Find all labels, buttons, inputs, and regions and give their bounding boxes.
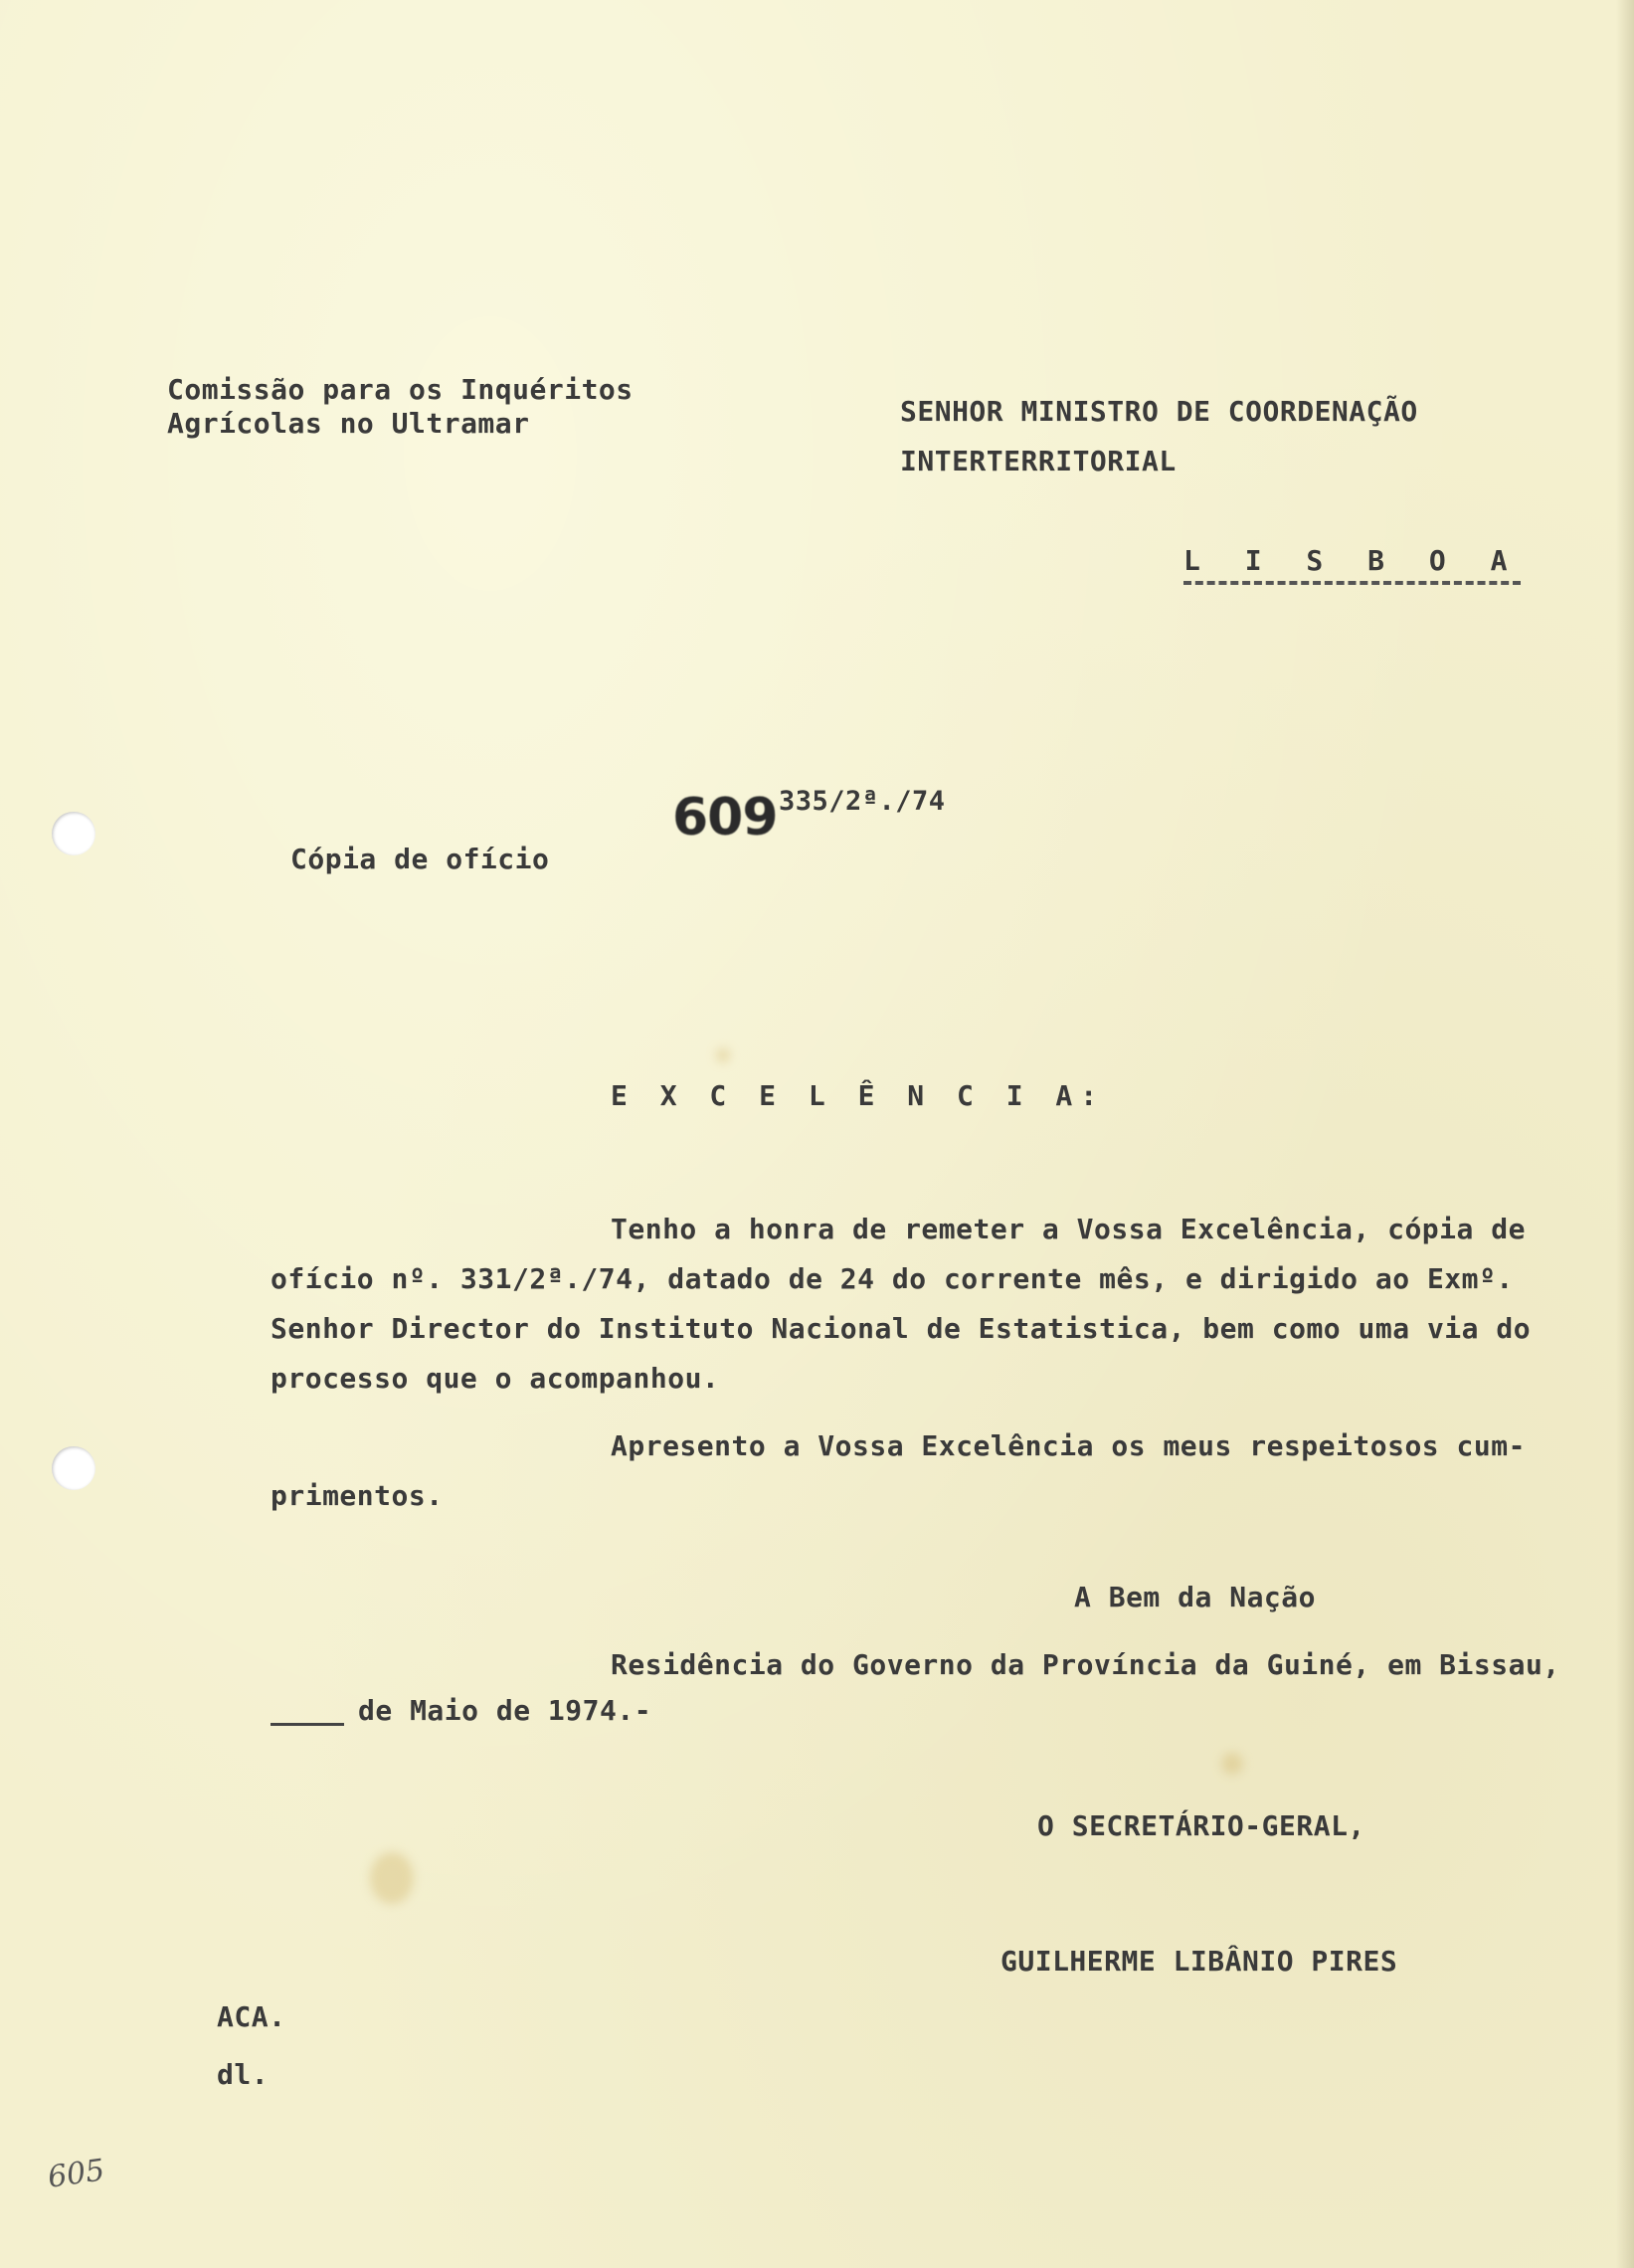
stamp-number: 609 — [672, 788, 778, 848]
sender-line-2: Agrícolas no Ultramar — [167, 407, 530, 440]
punch-hole-top — [52, 812, 95, 855]
body-line-1: Tenho a honra de remeter a Vossa Excelência, cópia de — [611, 1213, 1526, 1245]
closing-motto: A Bem da Nação — [1074, 1581, 1317, 1613]
recipient-line-1: SENHOR MINISTRO DE COORDENAÇÃO — [900, 395, 1418, 428]
closing-place-line-1: Residência do Governo da Província da Guiné, em Bissau, — [611, 1648, 1560, 1681]
signature-title: O SECRETÁRIO-GERAL, — [1037, 1809, 1365, 1842]
body-line-5: Apresento a Vossa Excelência os meus respeitosos cum- — [611, 1429, 1526, 1462]
date-blank-line — [271, 1723, 344, 1726]
document-label: Cópia de ofício — [290, 843, 550, 875]
initials-line-1: ACA. — [217, 2000, 286, 2033]
initials-line-2: dl. — [217, 2058, 270, 2091]
body-line-3: Senhor Director do Instituto Nacional de Estatistica, bem como uma via do — [271, 1312, 1532, 1345]
signature-name: GUILHERME LIBÂNIO PIRES — [1000, 1945, 1398, 1978]
paper-stain — [370, 1852, 414, 1904]
recipient-city: L I S B O A — [1183, 547, 1521, 585]
reference-number: 335/2ª./74 — [779, 786, 946, 817]
recipient-line-2: INTERTERRITORIAL — [900, 445, 1177, 477]
handwritten-page-number: 605 — [45, 2153, 107, 2195]
paper-stain — [1221, 1753, 1243, 1775]
paper-stain — [716, 1048, 730, 1062]
body-line-6: primentos. — [271, 1479, 444, 1512]
paper-edge-shadow — [1616, 0, 1634, 2268]
punch-hole-bottom — [52, 1446, 95, 1490]
sender-line-1: Comissão para os Inquéritos — [167, 373, 634, 406]
closing-place-line-2: de Maio de 1974.- — [358, 1694, 652, 1727]
body-line-2: ofício nº. 331/2ª./74, datado de 24 do corrente mês, e dirigido ao Exmº. — [271, 1262, 1514, 1295]
salutation: E X C E L Ê N C I A: — [611, 1079, 1106, 1112]
body-line-4: processo que o acompanhou. — [271, 1362, 720, 1395]
